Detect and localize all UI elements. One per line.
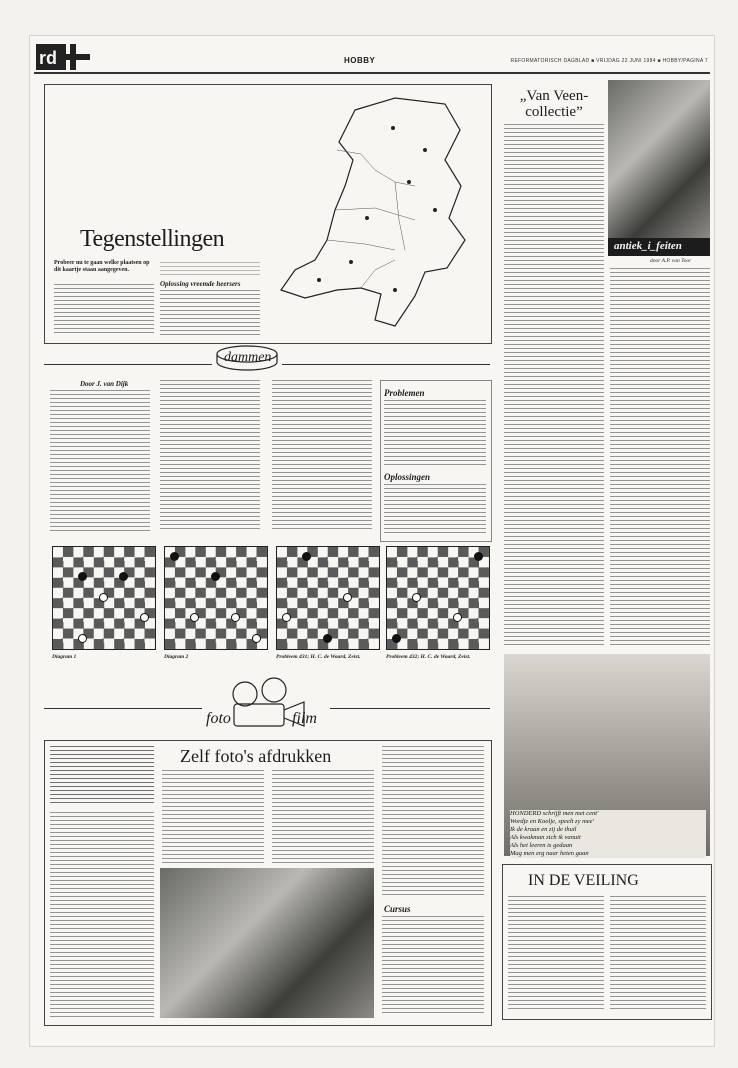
- draughts-piece: [99, 593, 108, 602]
- veiling-col-2: [610, 896, 706, 1012]
- dammen-banner: dammen: [224, 350, 272, 365]
- draughts-board-4: [386, 546, 490, 650]
- verse-line-4: Als kwakman zich ik vanuit: [510, 834, 581, 841]
- verse-line-2: Wordje en Koolje, speelt zy mee': [510, 818, 594, 825]
- foto-col-3: [272, 770, 374, 866]
- puzzle-solution-text: [160, 290, 260, 336]
- couple-photo: [160, 868, 374, 1018]
- oplossingen-text: [384, 484, 486, 536]
- masthead: REFORMATORISCH DAGBLAD ■ VRIJDAG 22 JUNI 1984 ■ HOBBY/PAGINA 7: [510, 58, 708, 64]
- verse-line-1: HONDERD schrijft men met cent': [510, 810, 599, 817]
- verse-line-3: Ik de kraan en zij de thuil: [510, 826, 577, 833]
- veiling-title: IN DE VEILING: [528, 872, 639, 889]
- dammen-rule-right: [282, 364, 490, 365]
- antique-glassware-photo: [608, 80, 710, 238]
- draughts-piece: [170, 552, 179, 561]
- dammen-rule-left: [44, 364, 212, 365]
- dammen-byline: Door J. van Dijk: [80, 380, 129, 388]
- puzzle-title: Tegenstellingen: [80, 226, 225, 252]
- svg-text:rd: rd: [39, 48, 57, 68]
- dammen-col-3: [272, 380, 372, 532]
- foto-banner-left: foto: [206, 710, 231, 727]
- dammen-col-2: [160, 380, 260, 532]
- caption-probleem-432: Probleem 432; H. C. de Waard, Zeist.: [386, 654, 471, 660]
- illustration-verse: [510, 810, 706, 858]
- vanveen-title: „Van Veen-collectie”: [519, 88, 589, 120]
- draughts-piece: [392, 634, 401, 643]
- antiek-panel-label: antiek_i_feiten: [614, 240, 682, 252]
- verse-line-5: Als het leeren is gedaan: [510, 842, 573, 849]
- foto-title: Zelf foto's afdrukken: [180, 746, 332, 766]
- problemen-head: Problemen: [384, 388, 425, 398]
- puzzle-text-2: [160, 262, 260, 276]
- foto-intro-bold: [50, 746, 154, 806]
- veiling-col-1: [508, 896, 604, 1012]
- puzzle-intro: Probeer nu te gaan welke plaatsen op dit kaartje staan aangegeven.: [54, 260, 150, 273]
- oplossingen-head: Oplossingen: [384, 472, 431, 482]
- foto-rule-right: [330, 708, 490, 709]
- draughts-piece: [78, 634, 87, 643]
- caption-diagram-2: Diagram 2: [164, 654, 189, 660]
- cursus-text: [382, 916, 484, 1016]
- draughts-piece: [343, 593, 352, 602]
- puzzle-subhead: Oplossing vreemde heersers: [160, 280, 241, 288]
- puzzle-intro-text: [54, 284, 154, 336]
- foto-col-1: [50, 812, 154, 1018]
- draughts-piece: [323, 634, 332, 643]
- foto-rule-left: [44, 708, 202, 709]
- header-rule: [34, 72, 710, 74]
- foto-banner-right: film: [292, 710, 317, 727]
- foto-col-4: [382, 746, 484, 898]
- draughts-piece: [252, 634, 261, 643]
- logo-cross-icon: [36, 44, 90, 70]
- caption-diagram-1: Diagram 1: [52, 654, 77, 660]
- verse-line-6: Mag men erg naar heten gaan: [510, 850, 589, 857]
- draughts-piece: [474, 552, 483, 561]
- vanveen-col-2: [610, 268, 710, 646]
- antiek-credit: door A.P. van Toor: [650, 258, 692, 264]
- vanveen-col-1: [504, 124, 604, 646]
- dammen-col-1: [50, 390, 150, 532]
- foto-col-2: [162, 770, 264, 866]
- draughts-piece: [140, 613, 149, 622]
- caption-probleem-431: Probleem 431; H. C. de Waard, Zeist.: [276, 654, 361, 660]
- section-title: HOBBY: [344, 56, 376, 65]
- cursus-head: Cursus: [384, 904, 411, 914]
- map-netherlands-icon: [275, 90, 480, 335]
- problemen-text: [384, 400, 486, 466]
